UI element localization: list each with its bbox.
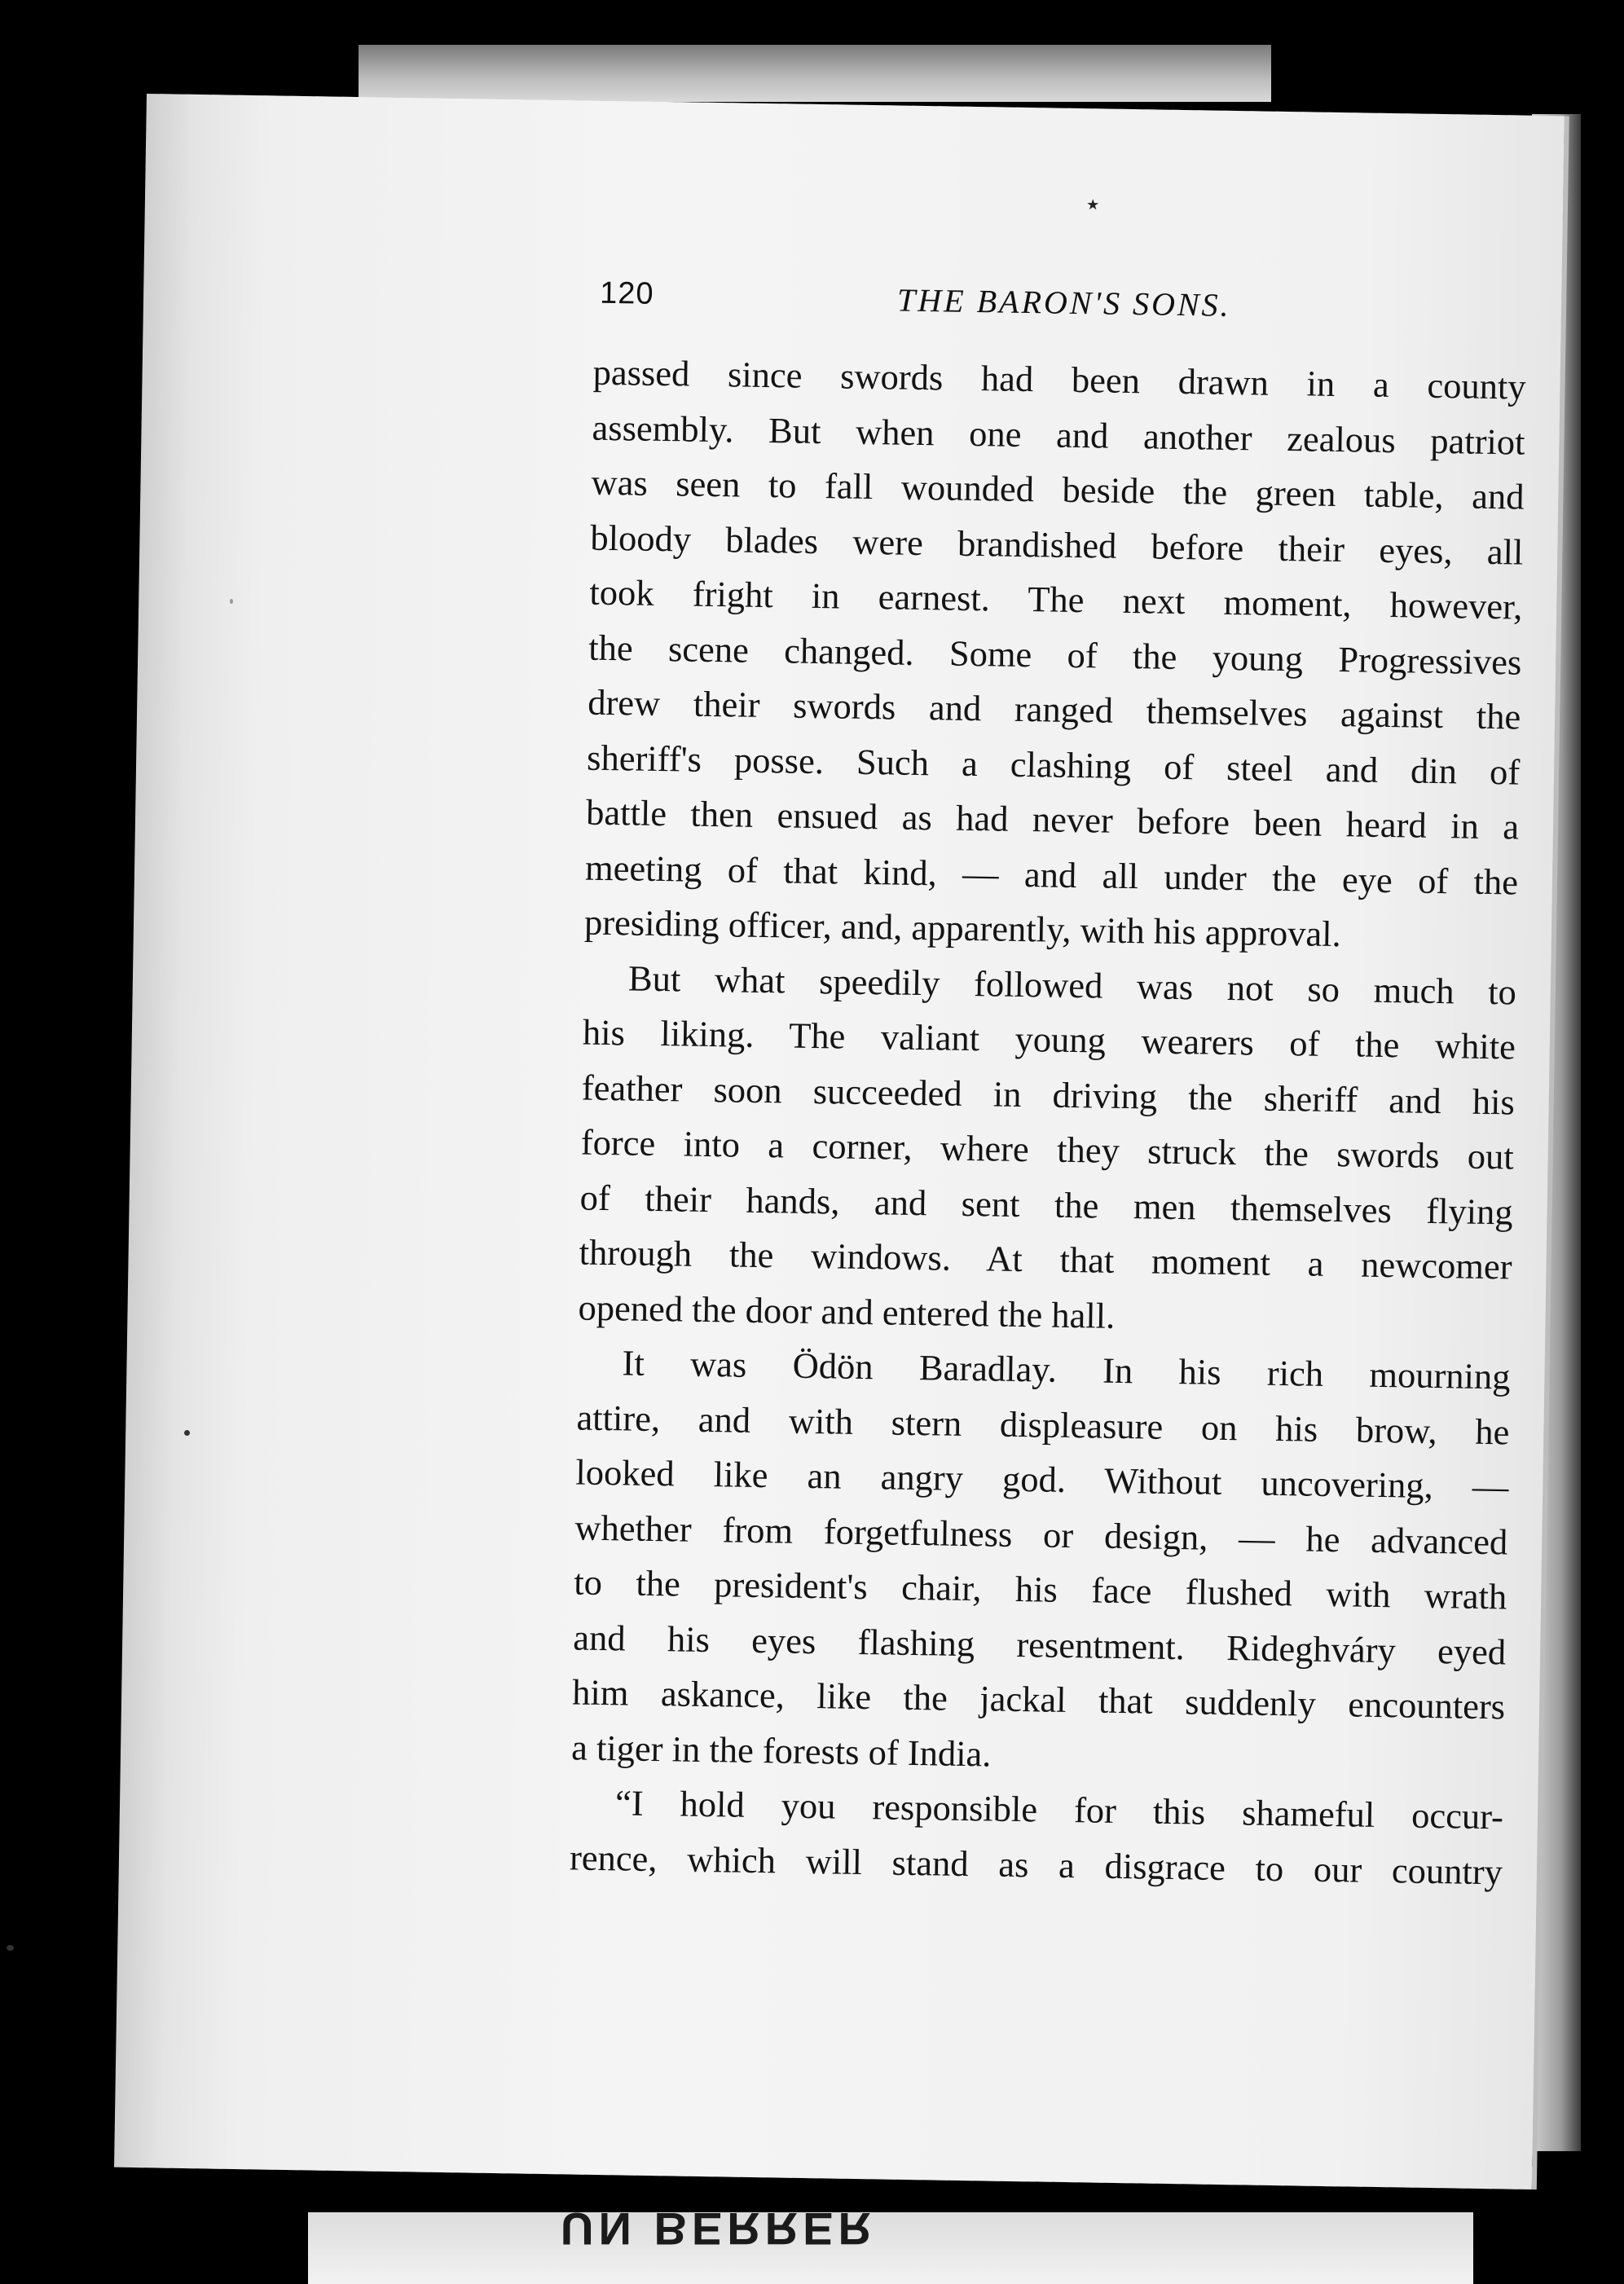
ornament-mark: ٭ <box>1085 191 1100 218</box>
text-line: was seen to fall wounded beside the green table, and <box>591 461 1525 517</box>
text-line: whether from forgetfulness or design, — he advanced <box>574 1506 1508 1562</box>
scan-bottom-strip <box>308 2203 1473 2284</box>
book-page <box>114 94 1565 2189</box>
text-line: passed since swords had been drawn in a county <box>592 351 1526 407</box>
scan-speck <box>7 1945 14 1951</box>
paragraph <box>578 950 1516 1349</box>
text-line: battle then ensued as had never before been heard in a <box>585 791 1520 847</box>
text-line: his liking. The valiant young wearers of the white <box>582 1011 1516 1067</box>
text-line: feather soon succeeded in driving the sheriff and his <box>581 1067 1516 1123</box>
text-line: But what speedily followed was not so much to <box>627 957 1517 1013</box>
text-line: a tiger in the forests of India. <box>570 1726 992 1775</box>
text-line: through the windows. At that moment a newcomer <box>579 1231 1512 1287</box>
text-line: him askance, like the jackal that suddenly encounters <box>571 1671 1506 1727</box>
bleed-through-text: UN BERRER <box>561 2203 876 2255</box>
text-line: of their hands, and sent the men themselves flying <box>579 1177 1514 1233</box>
paragraph <box>570 1775 1504 1899</box>
text-line: opened the door and entered the hall. <box>578 1287 1116 1336</box>
text-line: force into a corner, where they struck the swords out <box>580 1121 1515 1177</box>
text-line: drew their swords and ranged themselves against the <box>587 681 1521 737</box>
text-line: took fright in earnest. The next moment, however, <box>589 571 1523 627</box>
text-line: rence, which will stand as a disgrace to our country <box>569 1836 1503 1892</box>
paragraph <box>584 345 1527 965</box>
text-line: sheriff's posse. Such a clashing of steel and din of <box>586 737 1521 793</box>
scan-edge-top <box>359 45 1271 102</box>
text-line: attire, and with stern displeasure on his brow, he <box>576 1396 1510 1452</box>
text-line: the scene changed. Some of the young Progressives <box>588 627 1522 683</box>
paragraph <box>571 1335 1511 1789</box>
running-head: THE BARON'S SONS. <box>896 281 1232 323</box>
body-text <box>570 345 1527 1900</box>
text-line: bloody blades were brandished before their eyes, all <box>590 517 1524 573</box>
text-line: meeting of that kind, — and all under the eye of the <box>584 847 1519 903</box>
text-line: “I hold you responsible for this shameful occur- <box>614 1782 1504 1837</box>
page-number: 120 <box>599 275 654 311</box>
text-line: and his eyes flashing resentment. Rideghváry eyed <box>572 1616 1507 1672</box>
scan-speck <box>184 1430 190 1436</box>
text-line: presiding officer, and, apparently, with his approval. <box>583 901 1342 955</box>
text-line: assembly. But when one and another zealous patriot <box>592 407 1525 463</box>
text-line: It was Ödön Baradlay. In his rich mourning <box>622 1342 1511 1397</box>
scan-speck <box>230 599 233 604</box>
page-header <box>600 276 1375 337</box>
text-line: looked like an angry god. Without uncovering, — <box>575 1451 1509 1507</box>
text-line: to the president's chair, his face flushed with wrath <box>573 1561 1507 1617</box>
